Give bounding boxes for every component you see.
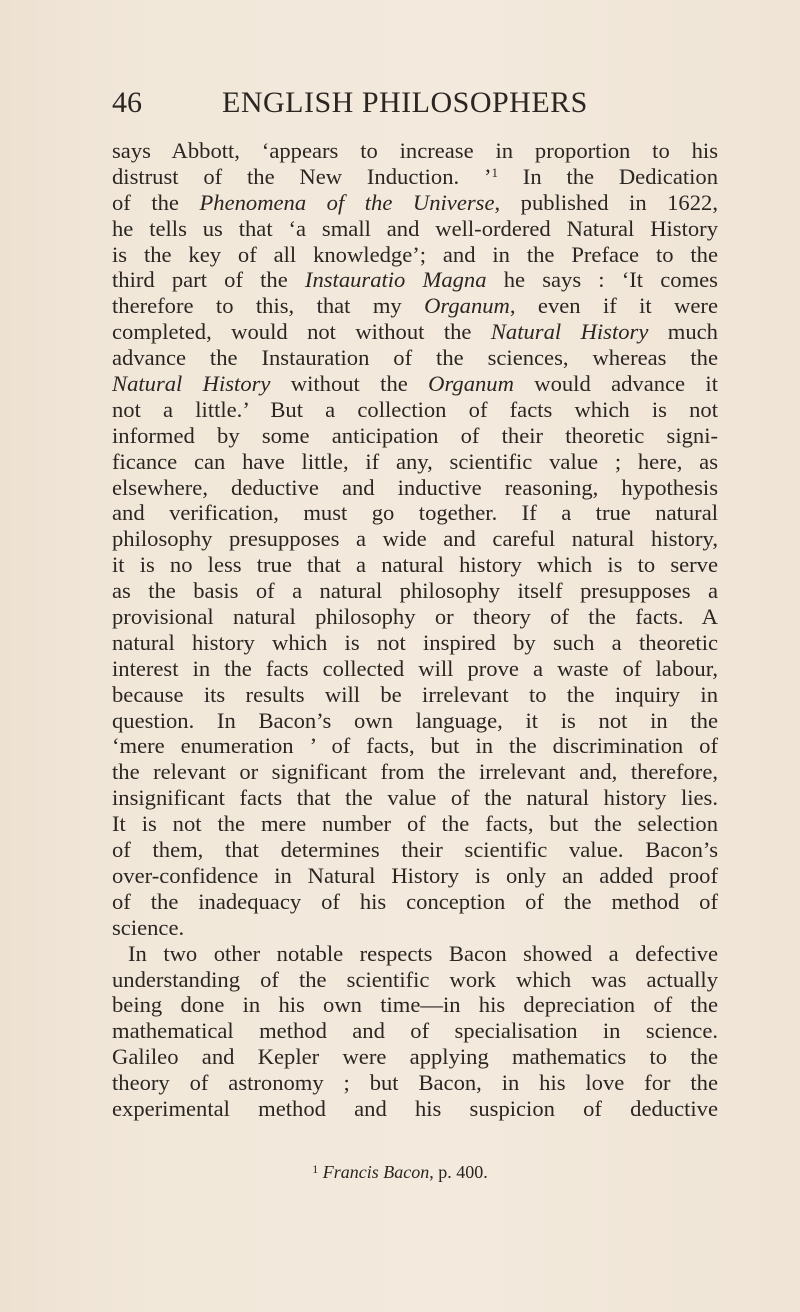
book-title: Phenomena of the Universe [199,189,495,215]
body-text [112,138,718,1122]
text-line: as the basis of a natural philosophy itself presupposes a [112,578,718,604]
text-line: therefore to this, that my Organum, even if it were [112,293,718,319]
footnote-reference: 1 [491,164,498,180]
text-line: advance the Instauration of the sciences, whereas the [112,345,718,371]
book-title: Organum [424,293,510,319]
footnote-book-title: Francis Bacon [322,1162,430,1182]
text-line: informed by some anticipation of their theoretic signi- [112,422,718,448]
text-line: says Abbott, ‘appears to increase in proportion to his [112,138,718,163]
text-line: Galileo and Kepler were applying mathematics to the [112,1044,718,1070]
page-header [112,86,722,126]
text-line: he tells us that ‘a small and well-ordered Natural History [112,215,718,241]
text-line: experimental method and his suspicion of deductive [112,1095,718,1121]
text-line: insignificant facts that the value of the natural history lies. [112,785,718,811]
text-line: over-confidence in Natural History is only an added proof [112,862,718,888]
text-line: of the Phenomena of the Universe, published in 1622, [112,189,718,215]
text-line: It is not the mere number of the facts, but the selection [112,811,718,837]
text-line: interest in the facts collected will prove a waste of labour, [112,655,718,681]
text-line: and verification, must go together. If a true natural [112,500,718,526]
text-line: completed, would not without the Natural History much [112,319,718,345]
text-line: elsewhere, deductive and inductive reasoning, hypothesis [112,474,718,500]
text-line: question. In Bacon’s own language, it is not in the [112,707,718,733]
text-line: third part of the Instauratio Magna he says : ‘It comes [112,267,718,293]
text-line: Natural History without the Organum would advance it [112,371,718,397]
footnote [0,1162,800,1183]
text-line: of them, that determines their scientific value. Bacon’s [112,837,718,863]
text-line: because its results will be irrelevant to the inquiry in [112,681,718,707]
book-title: Natural History [112,371,271,397]
book-title: Instauratio Magna [304,267,487,293]
text-line: it is no less true that a natural history which is to serve [112,552,718,578]
text-line: understanding of the scientific work which was actually [112,966,718,992]
text-line: provisional natural philosophy or theory of the facts. A [112,604,718,630]
text-line: philosophy presupposes a wide and careful natural history, [112,526,718,552]
text-line: In two other notable respects Bacon showed a defective [128,940,718,966]
text-line: is the key of all knowledge’; and in the Preface to the [112,241,718,267]
text-line: science. [112,914,185,940]
text-line: being done in his own time—in his depreciation of the [112,992,718,1018]
text-line: distrust of the New Induction. ’$^1$ In the Dedication [112,163,718,189]
footnote-page-ref: , p. 400. [429,1162,488,1182]
page-number: 46 [112,86,142,119]
text-line: not a little.’ But a collection of facts which is not [112,396,718,422]
running-head: ENGLISH PHILOSOPHERS [222,86,588,119]
book-title: Organum [428,371,514,397]
footnote-marker: 1 [312,1162,319,1176]
text-line: ‘mere enumeration ’ of facts, but in the discrimination of [112,733,718,759]
text-line: mathematical method and of specialisation in science. [112,1018,718,1044]
book-title: Natural History [490,319,649,345]
text-line: the relevant or significant from the irrelevant and, therefore, [112,759,718,785]
text-line: natural history which is not inspired by such a theoretic [112,629,718,655]
text-line: ficance can have little, if any, scientific value ; here, as [112,448,718,474]
text-line: of the inadequacy of his conception of the method of [112,888,718,914]
text-line: theory of astronomy ; but Bacon, in his love for the [112,1070,718,1096]
